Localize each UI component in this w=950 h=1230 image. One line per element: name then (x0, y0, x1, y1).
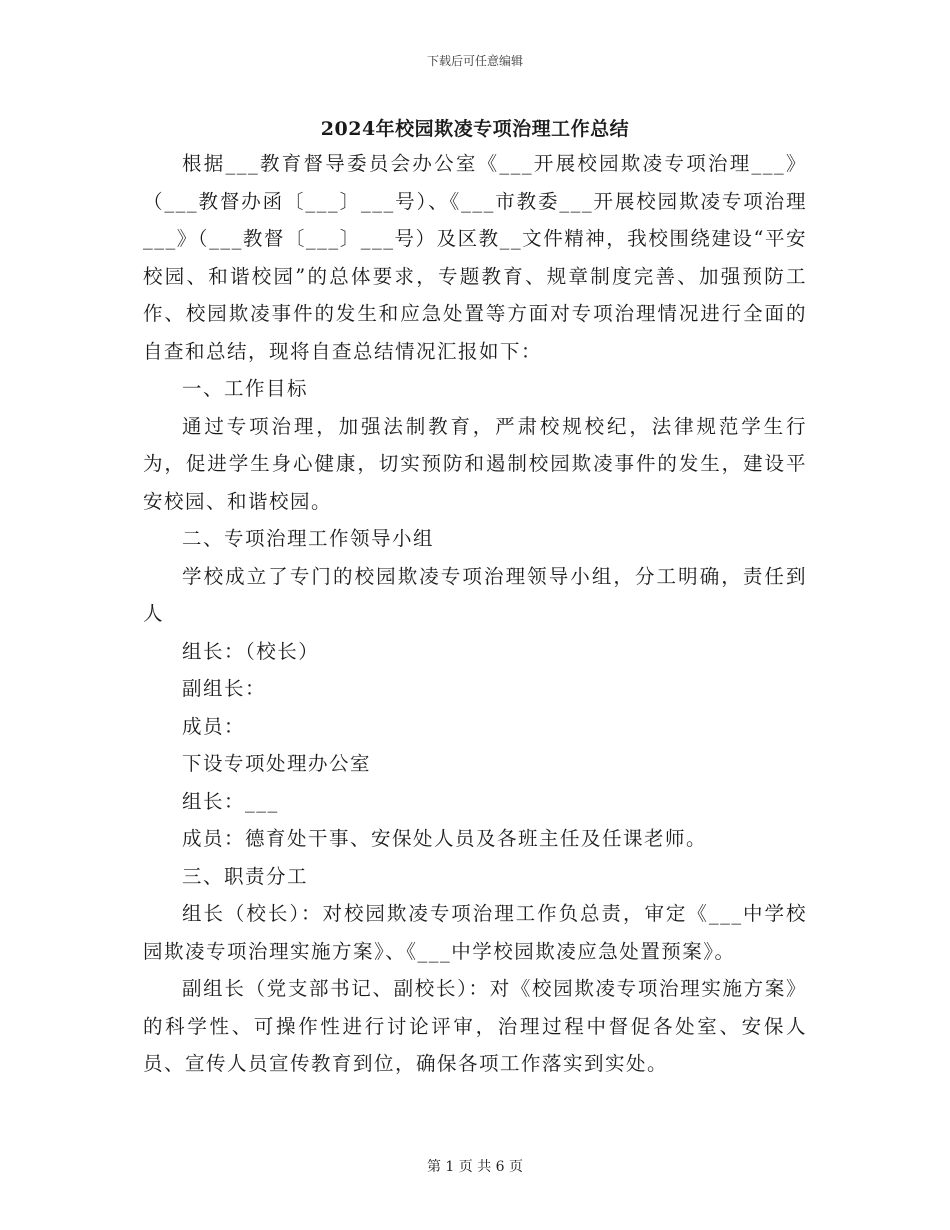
header-note: 下载后可任意编辑 (426, 54, 523, 68)
members-line: 成员： (182, 714, 246, 738)
section-heading-leadership: 二、专项治理工作领导小组 (182, 527, 435, 550)
leader-line: 组长：（校长） (182, 639, 320, 663)
office-members-line: 成员：德育处干事、安保处人员及各班主任及任课老师。 (182, 827, 708, 850)
paragraph-goals: 通过专项治理，加强法制教育，严肃校规校纪，法律规范学生行为，促进学生身心健康，切实预防和遏制校园欺凌事件的发生，建设平安校园、和谐校园。 (143, 414, 807, 513)
paragraph-intro: 根据___教育督导委员会办公室《___开展校园欺凌专项治理___》（___教督办函〔___〕___号）、《___市教委___开展校园欺凌专项治理___》（___教督〔___〕___号）及区教__文件精神，我校围绕建设“平安校园、和谐校园”的总体要求，专题教育、规章制度完善、加强预防工作、校园欺凌事件的发生和应急处置等方面对专项治理情况进行全面的自查和总结，现将自查总结情况汇报如下： (143, 152, 807, 363)
page-number: 第 1 页 共 6 页 (426, 1159, 524, 1175)
document-title: 2024年校园欺凌专项治理工作总结 (320, 118, 630, 140)
section-heading-goals: 一、工作目标 (182, 377, 309, 400)
office-leader-line: 组长：___ (182, 789, 279, 813)
paragraph-deputy-duties: 副组长（党支部书记、副校长）：对《校园欺凌专项治理实施方案》的科学性、可操作性进行讨论评审，治理过程中督促各处室、安保人员、宣传人员宣传教育到位，确保各项工作落实到实处。 (143, 977, 807, 1075)
paragraph-leader-duties: 组长（校长）：对校园欺凌专项治理工作负总责，审定《___中学校园欺凌专项治理实施方案》、《___中学校园欺凌应急处置预案》。 (143, 902, 807, 963)
section-heading-duties: 三、职责分工 (182, 864, 309, 888)
office-line: 下设专项处理办公室 (182, 752, 372, 775)
document-body (143, 145, 807, 1083)
paragraph-leadership: 学校成立了专门的校园欺凌专项治理领导小组，分工明确，责任到人 (143, 564, 807, 625)
deputy-leader-line: 副组长： (182, 677, 267, 700)
